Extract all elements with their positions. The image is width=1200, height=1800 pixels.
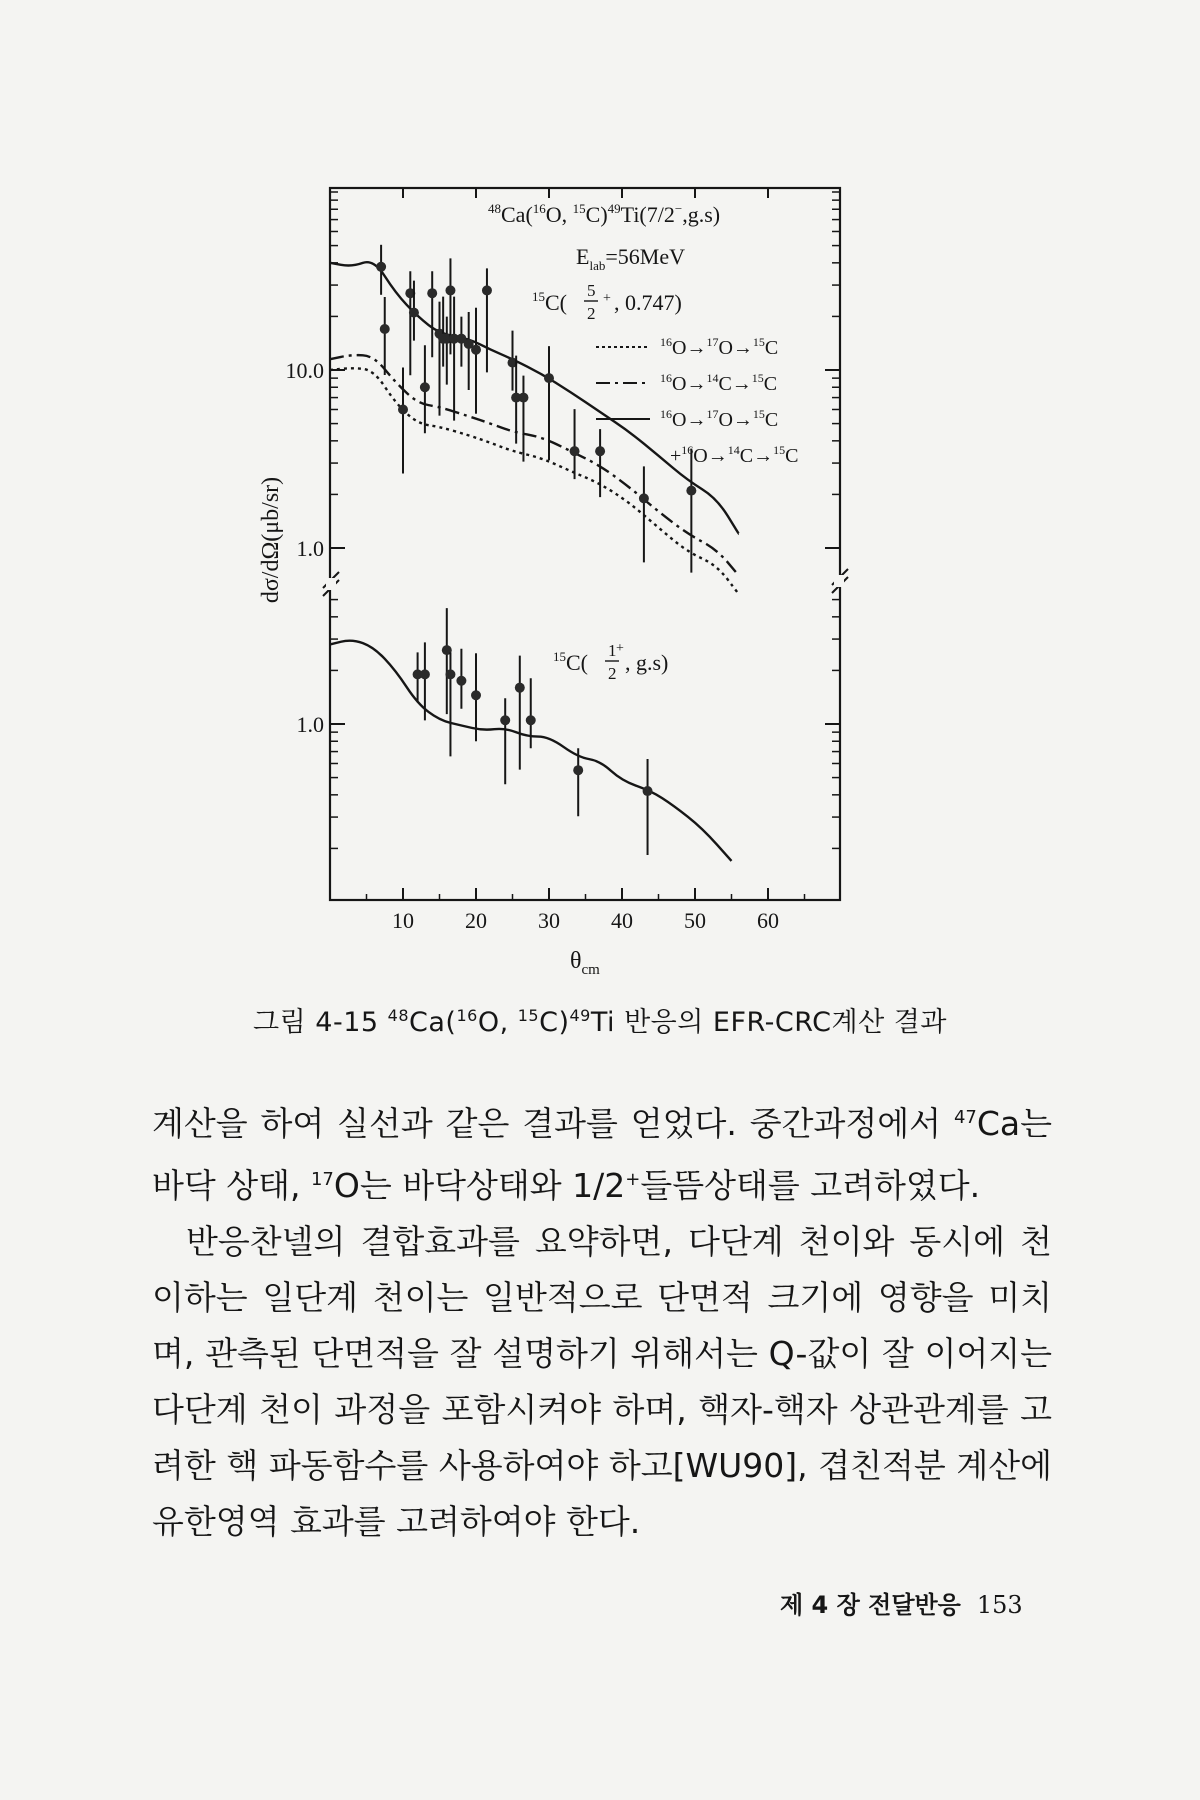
data-point	[643, 786, 653, 796]
body-text	[152, 1090, 1052, 1550]
data-point	[573, 765, 583, 775]
svg-text:15C(: $^{15}$C(	[553, 649, 588, 675]
data-point	[376, 262, 386, 272]
paragraph-2: 반응찬넬의 결합효과를 요약하면, 다단계 천이와 동시에 천이하는 일단계 천이는 일반적으로 단면적 크기에 영향을 미치며, 관측된 단면적을 잘 설명하기 위해서는 Q-값이 잘 이어지는 다단계 천이 과정을 포함시켜야 하며, 핵자-핵자 상관관계를 고려한 핵 파동함수를 사용하여야 하고[WU90], 겹친적분 계산에 유한영역 효과를 고려하여야 한다.	[152, 1222, 1052, 1541]
reaction-label: $^{48}$Ca($^{16}$O, $^{15}$C)$^{49}$Ti(7/2−,g.s)	[488, 201, 721, 227]
page-footer	[780, 1585, 1023, 1620]
data-point	[639, 493, 649, 503]
data-point	[595, 446, 605, 456]
svg-text:1: 1	[608, 641, 617, 660]
data-point	[471, 345, 481, 355]
legend-label-4: +$^{16}$O→$^{14}$C→$^{15}$C	[670, 443, 799, 467]
svg-text:+: +	[616, 641, 624, 656]
figure-caption: 그림 4-15 $^{48}$Ca($^{16}$O, $^{15}$C)$^{49}$Ti 반응의 EFR-CRC계산 결과	[253, 1006, 947, 1038]
svg-text:2: 2	[587, 304, 596, 323]
ytick-upper-1: 1.0	[296, 536, 324, 561]
svg-text:5: 5	[587, 281, 596, 300]
data-point	[445, 669, 455, 679]
svg-text:, g.s): , g.s)	[625, 650, 669, 675]
x-tick-label-20: 20	[465, 908, 487, 933]
state2-label	[553, 641, 668, 683]
data-point	[398, 404, 408, 414]
x-tick-label-30: 30	[538, 908, 560, 933]
data-point	[380, 324, 390, 334]
data-points	[376, 245, 696, 855]
data-point	[570, 446, 580, 456]
x-tick-label-10: 10	[392, 908, 414, 933]
data-point	[427, 288, 437, 298]
svg-text:2: 2	[608, 664, 617, 683]
page-number: 153	[976, 1591, 1023, 1619]
data-point	[544, 373, 554, 383]
legend-label-2: $^{16}$O→$^{14}$C→$^{15}$C	[660, 371, 778, 395]
x-tick-label-60: 60	[757, 908, 779, 933]
data-point	[420, 382, 430, 392]
ytick-upper-10: 10.0	[285, 358, 324, 383]
ytick-lower-1: 1.0	[296, 712, 324, 737]
data-point	[526, 715, 536, 725]
data-point	[445, 285, 455, 295]
curve-solid	[330, 641, 732, 861]
data-point	[482, 285, 492, 295]
data-point	[456, 676, 466, 686]
legend-label-3: $^{16}$O→$^{17}$O→$^{15}$C	[660, 407, 779, 431]
state1-label	[532, 281, 682, 323]
legend-label-1: $^{16}$O→$^{17}$O→$^{15}$C	[660, 335, 779, 359]
data-point	[409, 308, 419, 318]
svg-text:15C(: $^{15}$C(	[532, 289, 567, 315]
svg-text:, 0.747): , 0.747)	[614, 290, 682, 315]
data-point	[500, 715, 510, 725]
data-point	[515, 683, 525, 693]
chapter-title: 제 4 장 전달반응	[780, 1591, 961, 1619]
energy-label: $E_{lab}=56MeV$	[576, 244, 685, 273]
x-axis-label: $\theta_{cm}$	[570, 948, 600, 978]
svg-text:+: +	[603, 291, 611, 306]
x-tick-labels	[392, 908, 779, 933]
data-point	[420, 669, 430, 679]
curve-dotted	[330, 368, 739, 594]
x-tick-label-50: 50	[684, 908, 706, 933]
x-tick-label-40: 40	[611, 908, 633, 933]
paragraph-1: 계산을 하여 실선과 같은 결과를 얻었다. 중간과정에서 $^{47}$Ca는 바닥 상태, $^{17}$O는 바닥상태와 1/2+들뜸상태를 고려하였다.	[152, 1104, 1052, 1205]
data-point	[471, 690, 481, 700]
data-point	[518, 393, 528, 403]
y-axis-label: dσ/dΩ(μb/sr)	[258, 476, 284, 604]
legend	[596, 335, 798, 467]
data-point	[686, 486, 696, 496]
